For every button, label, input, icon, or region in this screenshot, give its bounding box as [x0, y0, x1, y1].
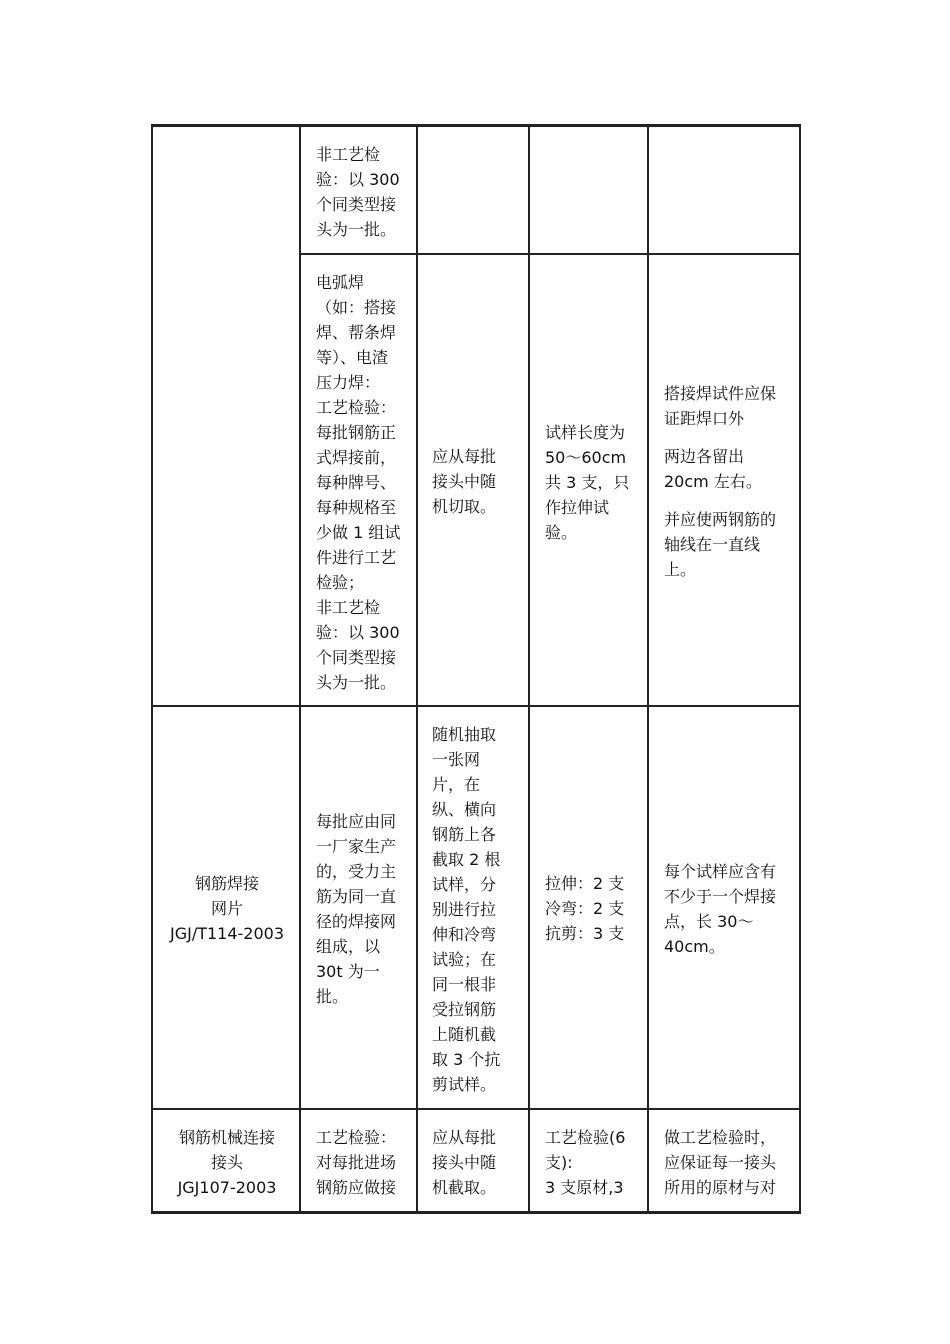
cell-line: 工艺检验：: [316, 1128, 397, 1147]
cell-line: 并应使两钢筋的: [664, 510, 777, 529]
column-divider: [528, 124, 530, 1214]
cell-line: 冷弯：2 支: [545, 899, 625, 918]
cell-line: 3 支原材,3: [545, 1178, 624, 1197]
row4-sampling-cell: [432, 1125, 526, 1200]
inspection-table: [151, 124, 801, 1214]
cell-line: 组成，以: [316, 937, 381, 956]
cell-line: 同一根非: [432, 975, 497, 994]
cell-line: 机截取。: [432, 1178, 497, 1197]
row-divider: [151, 705, 801, 707]
cell-line: 机切取。: [432, 497, 497, 516]
cell-line: 随机抽取: [432, 725, 497, 744]
cell-line: 接头: [210, 1153, 243, 1172]
cell-line: 电弧焊: [316, 273, 365, 292]
cell-line: 40cm。: [664, 937, 725, 956]
cell-line: 试验；在: [432, 950, 497, 969]
cell-line: 做工艺检验时，: [664, 1128, 777, 1147]
cell-line: 片，在: [432, 775, 481, 794]
cell-line: 对每批进场: [316, 1153, 397, 1172]
cell-line: 接头中随: [432, 1153, 497, 1172]
cell-line: 纵、横向: [432, 800, 497, 819]
cell-line: 搭接焊试件应保: [664, 384, 777, 403]
cell-line: 证距焊口外: [664, 409, 745, 428]
cell-line: 接头中随: [432, 472, 497, 491]
row4-method-cell: [316, 1125, 412, 1200]
row3-standard-cell: [155, 871, 299, 946]
cell-line: 点，长 30～: [664, 912, 754, 931]
column-divider: [151, 124, 153, 1214]
cell-line: 工艺检验：: [316, 398, 397, 417]
cell-line: 钢筋机械连接: [178, 1128, 275, 1147]
cell-line: 每批钢筋正: [316, 423, 397, 442]
row3-sampling-cell: [432, 722, 526, 1097]
cell-line: 不少于一个焊接: [664, 887, 777, 906]
cell-line: 两边各留出: [664, 447, 745, 466]
cell-line: 应从每批: [432, 1128, 497, 1147]
cell-line: 检验；: [316, 573, 365, 592]
cell-line: 个同类型接: [316, 195, 397, 214]
cell-line: 别进行拉: [432, 900, 497, 919]
cell-line: 非工艺检: [316, 145, 381, 164]
cell-line: 非工艺检: [316, 598, 381, 617]
cell-line: 试样长度为: [545, 423, 626, 442]
cell-line: 少做 1 组试: [316, 523, 401, 542]
cell-line: 每个试样应含有: [664, 862, 777, 881]
cell-line: 上随机截: [432, 1025, 497, 1044]
cell-line: 受拉钢筋: [432, 1000, 497, 1019]
cell-line: 筋为同一直: [316, 887, 397, 906]
cell-line: 批。: [316, 987, 349, 1006]
cell-line: 支):: [545, 1153, 573, 1172]
cell-line: 压力焊：: [316, 373, 381, 392]
row3-method-cell: [316, 809, 412, 1009]
cell-line: JGJ/T114-2003: [169, 924, 285, 943]
row3-quantity-cell: [545, 871, 647, 946]
cell-line: 头为一批。: [316, 220, 397, 239]
cell-line: 焊、帮条焊: [316, 323, 397, 342]
cell-line: 试样，分: [432, 875, 497, 894]
cell-line: 钢筋上各: [432, 825, 497, 844]
cell-line: 验：以 300: [316, 170, 400, 189]
cell-line: 50～60cm: [545, 448, 627, 467]
cell-line: 抗剪：3 支: [545, 924, 625, 943]
cell-line: 每种牌号、: [316, 473, 397, 492]
row2-quantity-cell: [545, 420, 647, 545]
row4-notes-cell: [664, 1125, 798, 1200]
cell-line: 钢筋焊接: [194, 874, 259, 893]
cell-line: 轴线在一直线: [664, 535, 761, 554]
cell-line: （如：搭接: [316, 298, 397, 317]
column-divider: [647, 124, 649, 1214]
cell-line: 作拉伸试: [545, 498, 610, 517]
cell-line: 共 3 支，只: [545, 473, 630, 492]
row1-method-cell: [316, 142, 412, 242]
row-divider: [299, 253, 801, 255]
cell-line: 一厂家生产: [316, 837, 397, 856]
cell-line: 的，受力主: [316, 862, 397, 881]
table-border-top: [151, 124, 801, 127]
row4-standard-cell: [155, 1125, 299, 1200]
cell-line: 一张网: [432, 750, 481, 769]
cell-line: 每种规格至: [316, 498, 397, 517]
row4-quantity-cell: [545, 1125, 647, 1200]
cell-line: 应保证每一接头: [664, 1153, 777, 1172]
cell-line: 应从每批: [432, 447, 497, 466]
row3-notes-cell: [664, 859, 798, 959]
row2-method-cell: [316, 270, 412, 695]
cell-line: 所用的原材与对: [664, 1178, 777, 1197]
cell-line: 工艺检验(6: [545, 1128, 626, 1147]
cell-line: 20cm 左右。: [664, 472, 762, 491]
column-divider: [799, 124, 801, 1214]
column-divider: [416, 124, 418, 1214]
cell-line: JGJ107-2003: [177, 1178, 277, 1197]
cell-line: 验。: [545, 523, 578, 542]
row2-sampling-cell: [432, 444, 526, 519]
cell-line: 径的焊接网: [316, 912, 397, 931]
row2-notes-cell: [664, 381, 798, 582]
cell-line: 伸和冷弯: [432, 925, 497, 944]
cell-line: 个同类型接: [316, 648, 397, 667]
cell-line: 上。: [664, 560, 697, 579]
cell-line: 钢筋应做接: [316, 1178, 397, 1197]
cell-line: 式焊接前，: [316, 448, 397, 467]
cell-line: 验：以 300: [316, 623, 400, 642]
cell-line: 网片: [210, 899, 243, 918]
cell-line: 剪试样。: [432, 1075, 497, 1094]
table-border-bottom: [151, 1211, 801, 1214]
cell-line: 件进行工艺: [316, 548, 397, 567]
cell-line: 30t 为一: [316, 962, 380, 981]
cell-line: 取 3 个抗: [432, 1050, 501, 1069]
cell-line: 每批应由同: [316, 812, 397, 831]
cell-line: 截取 2 根: [432, 850, 501, 869]
cell-line: 拉伸：2 支: [545, 874, 625, 893]
row-divider: [151, 1108, 801, 1110]
cell-line: 等）、电渣: [316, 348, 389, 367]
column-divider: [299, 124, 301, 1214]
cell-line: 头为一批。: [316, 673, 397, 692]
